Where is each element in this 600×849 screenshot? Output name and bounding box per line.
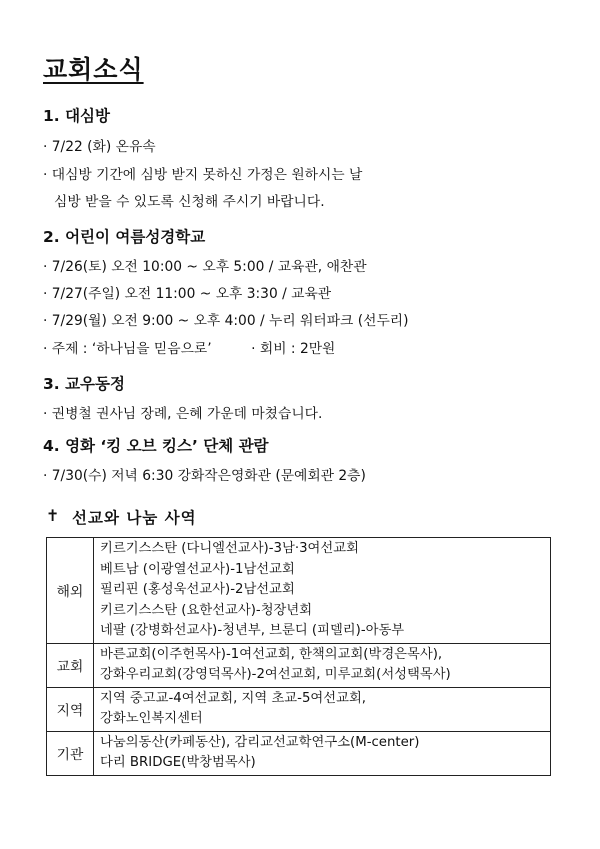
table-line: 필리핀 (홍성욱선교사)-2남선교회: [100, 582, 295, 597]
table-row: [47, 687, 551, 731]
table-line: 지역 중고교-4여선교회, 지역 초교-5여선교회,: [100, 690, 367, 706]
section-heading-member-news: 3. 교우동정: [43, 375, 125, 393]
table-row: [47, 538, 551, 644]
section-heading-bible-school: 2. 어린이 여름성경학교: [43, 228, 206, 246]
category-cell: 지역: [47, 687, 94, 731]
mission-table: [46, 537, 551, 776]
table-line: 키르기스스탄 (다니엘선교사)-3남·3여선교회: [100, 541, 359, 556]
content-cell: [94, 538, 551, 644]
section-line: · 7/30(수) 저녁 6:30 강화작은영화관 (문예회관 2층): [43, 468, 366, 484]
page-title: 교회소식: [43, 55, 144, 84]
mission-title: 선교와 나눔 사역: [72, 509, 197, 527]
section-line: 심방 받을 수 있도록 신청해 주시기 바랍니다.: [54, 194, 325, 210]
category-cell: 기관: [47, 731, 94, 775]
table-line: 다리 BRIDGE(박창범목사): [100, 755, 256, 770]
table-line: 강화우리교회(강영덕목사)-2여선교회, 미루교회(서성택목사): [100, 667, 451, 682]
section-heading-movie: 4. 영화 ‘킹 오브 킹스’ 단체 관람: [43, 437, 269, 455]
category-cell: 교회: [47, 643, 94, 687]
table-line: 바른교회(이주헌목사)-1여선교회, 한책의교회(박경은목사),: [100, 646, 443, 662]
category-cell: 해외: [47, 538, 94, 644]
table-line: 네팔 (강병화선교사)-청년부, 브룬디 (피델리)-아동부: [100, 623, 405, 638]
section-heading-visitation: 1. 대심방: [43, 107, 110, 125]
section-line: · 권병철 권사님 장례, 은혜 가운데 마쳤습니다.: [43, 406, 323, 422]
section-line: · 7/29(월) 오전 9:00 ~ 오후 4:00 / 누리 워터파크 (선두리): [43, 313, 409, 329]
section-line: · 7/26(토) 오전 10:00 ~ 오후 5:00 / 교육관, 애찬관: [43, 259, 367, 275]
section-line: · 7/27(주일) 오전 11:00 ~ 오후 3:30 / 교육관: [43, 286, 332, 302]
table-row: [47, 643, 551, 687]
section-line: · 주제 : ‘하나님을 믿음으로’ · 회비 : 2만원: [43, 341, 336, 357]
content-cell: [94, 687, 551, 731]
table-line: 나눔의동산(카페동산), 감리교선교학연구소(M-center): [100, 734, 420, 750]
table-line: 키르기스스탄 (요한선교사)-청장년회: [100, 602, 313, 618]
content-cell: [94, 643, 551, 687]
table-line: 베트남 (이광열선교사)-1남선교회: [100, 561, 295, 577]
cross-icon: ✝: [46, 506, 60, 525]
content-cell: [94, 731, 551, 775]
table-line: 강화노인복지센터: [100, 711, 203, 726]
section-line: · 7/22 (화) 온유속: [43, 139, 156, 155]
table-row: [47, 731, 551, 775]
section-line: · 대심방 기간에 심방 받지 못하신 가정은 원하시는 날: [43, 167, 363, 183]
